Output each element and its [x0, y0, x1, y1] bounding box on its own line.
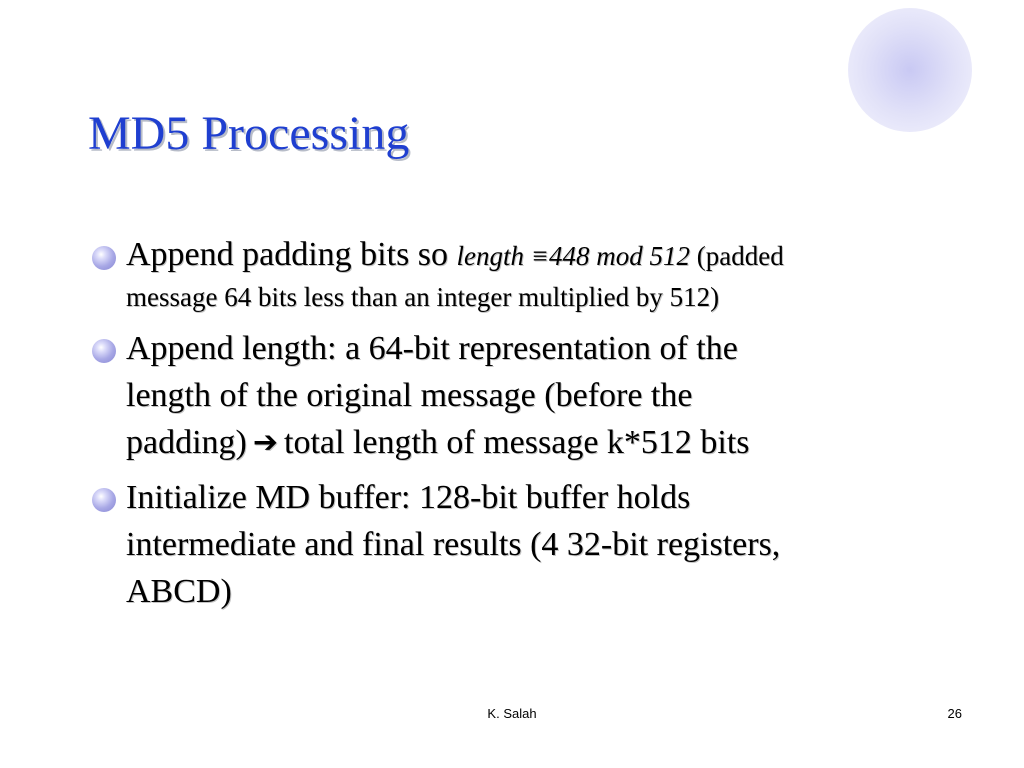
- bullet-item-md-buffer: [92, 474, 952, 615]
- bullet-text: total length of message k*512 bits: [284, 424, 750, 461]
- bullet-icon: [92, 339, 116, 363]
- formula-text: length ≡448 mod 512: [456, 241, 691, 271]
- bullet-line: ABCD): [126, 573, 232, 610]
- bullet-text: Append padding bits so: [126, 236, 457, 273]
- bullet-line: intermediate and final results (4 32-bit registers,: [126, 526, 781, 563]
- bullet-item-append-length: [92, 325, 952, 466]
- bullet-line: Initialize MD buffer: 128-bit buffer holds: [126, 479, 691, 516]
- right-arrow-icon: ➔: [252, 425, 278, 460]
- bullet-line: [126, 232, 952, 279]
- bullet-item-padding: [92, 232, 952, 315]
- decorative-circle: [848, 8, 972, 132]
- bullet-text: padding): [126, 424, 247, 461]
- bullet-line: length of the original message (before the: [126, 377, 693, 414]
- page-number: 26: [947, 706, 962, 721]
- bullet-icon: [92, 246, 116, 270]
- bullet-text: (padded: [690, 241, 784, 271]
- bullet-line: Append length: a 64-bit representation of the: [126, 330, 738, 367]
- bullet-line: [126, 419, 952, 466]
- bullet-icon: [92, 488, 116, 512]
- footer-author: K. Salah: [487, 706, 537, 721]
- bullet-line: message 64 bits less than an integer multiplied by 512): [126, 282, 720, 312]
- slide-title: MD5 Processing: [88, 107, 410, 160]
- bullet-list: [92, 232, 952, 615]
